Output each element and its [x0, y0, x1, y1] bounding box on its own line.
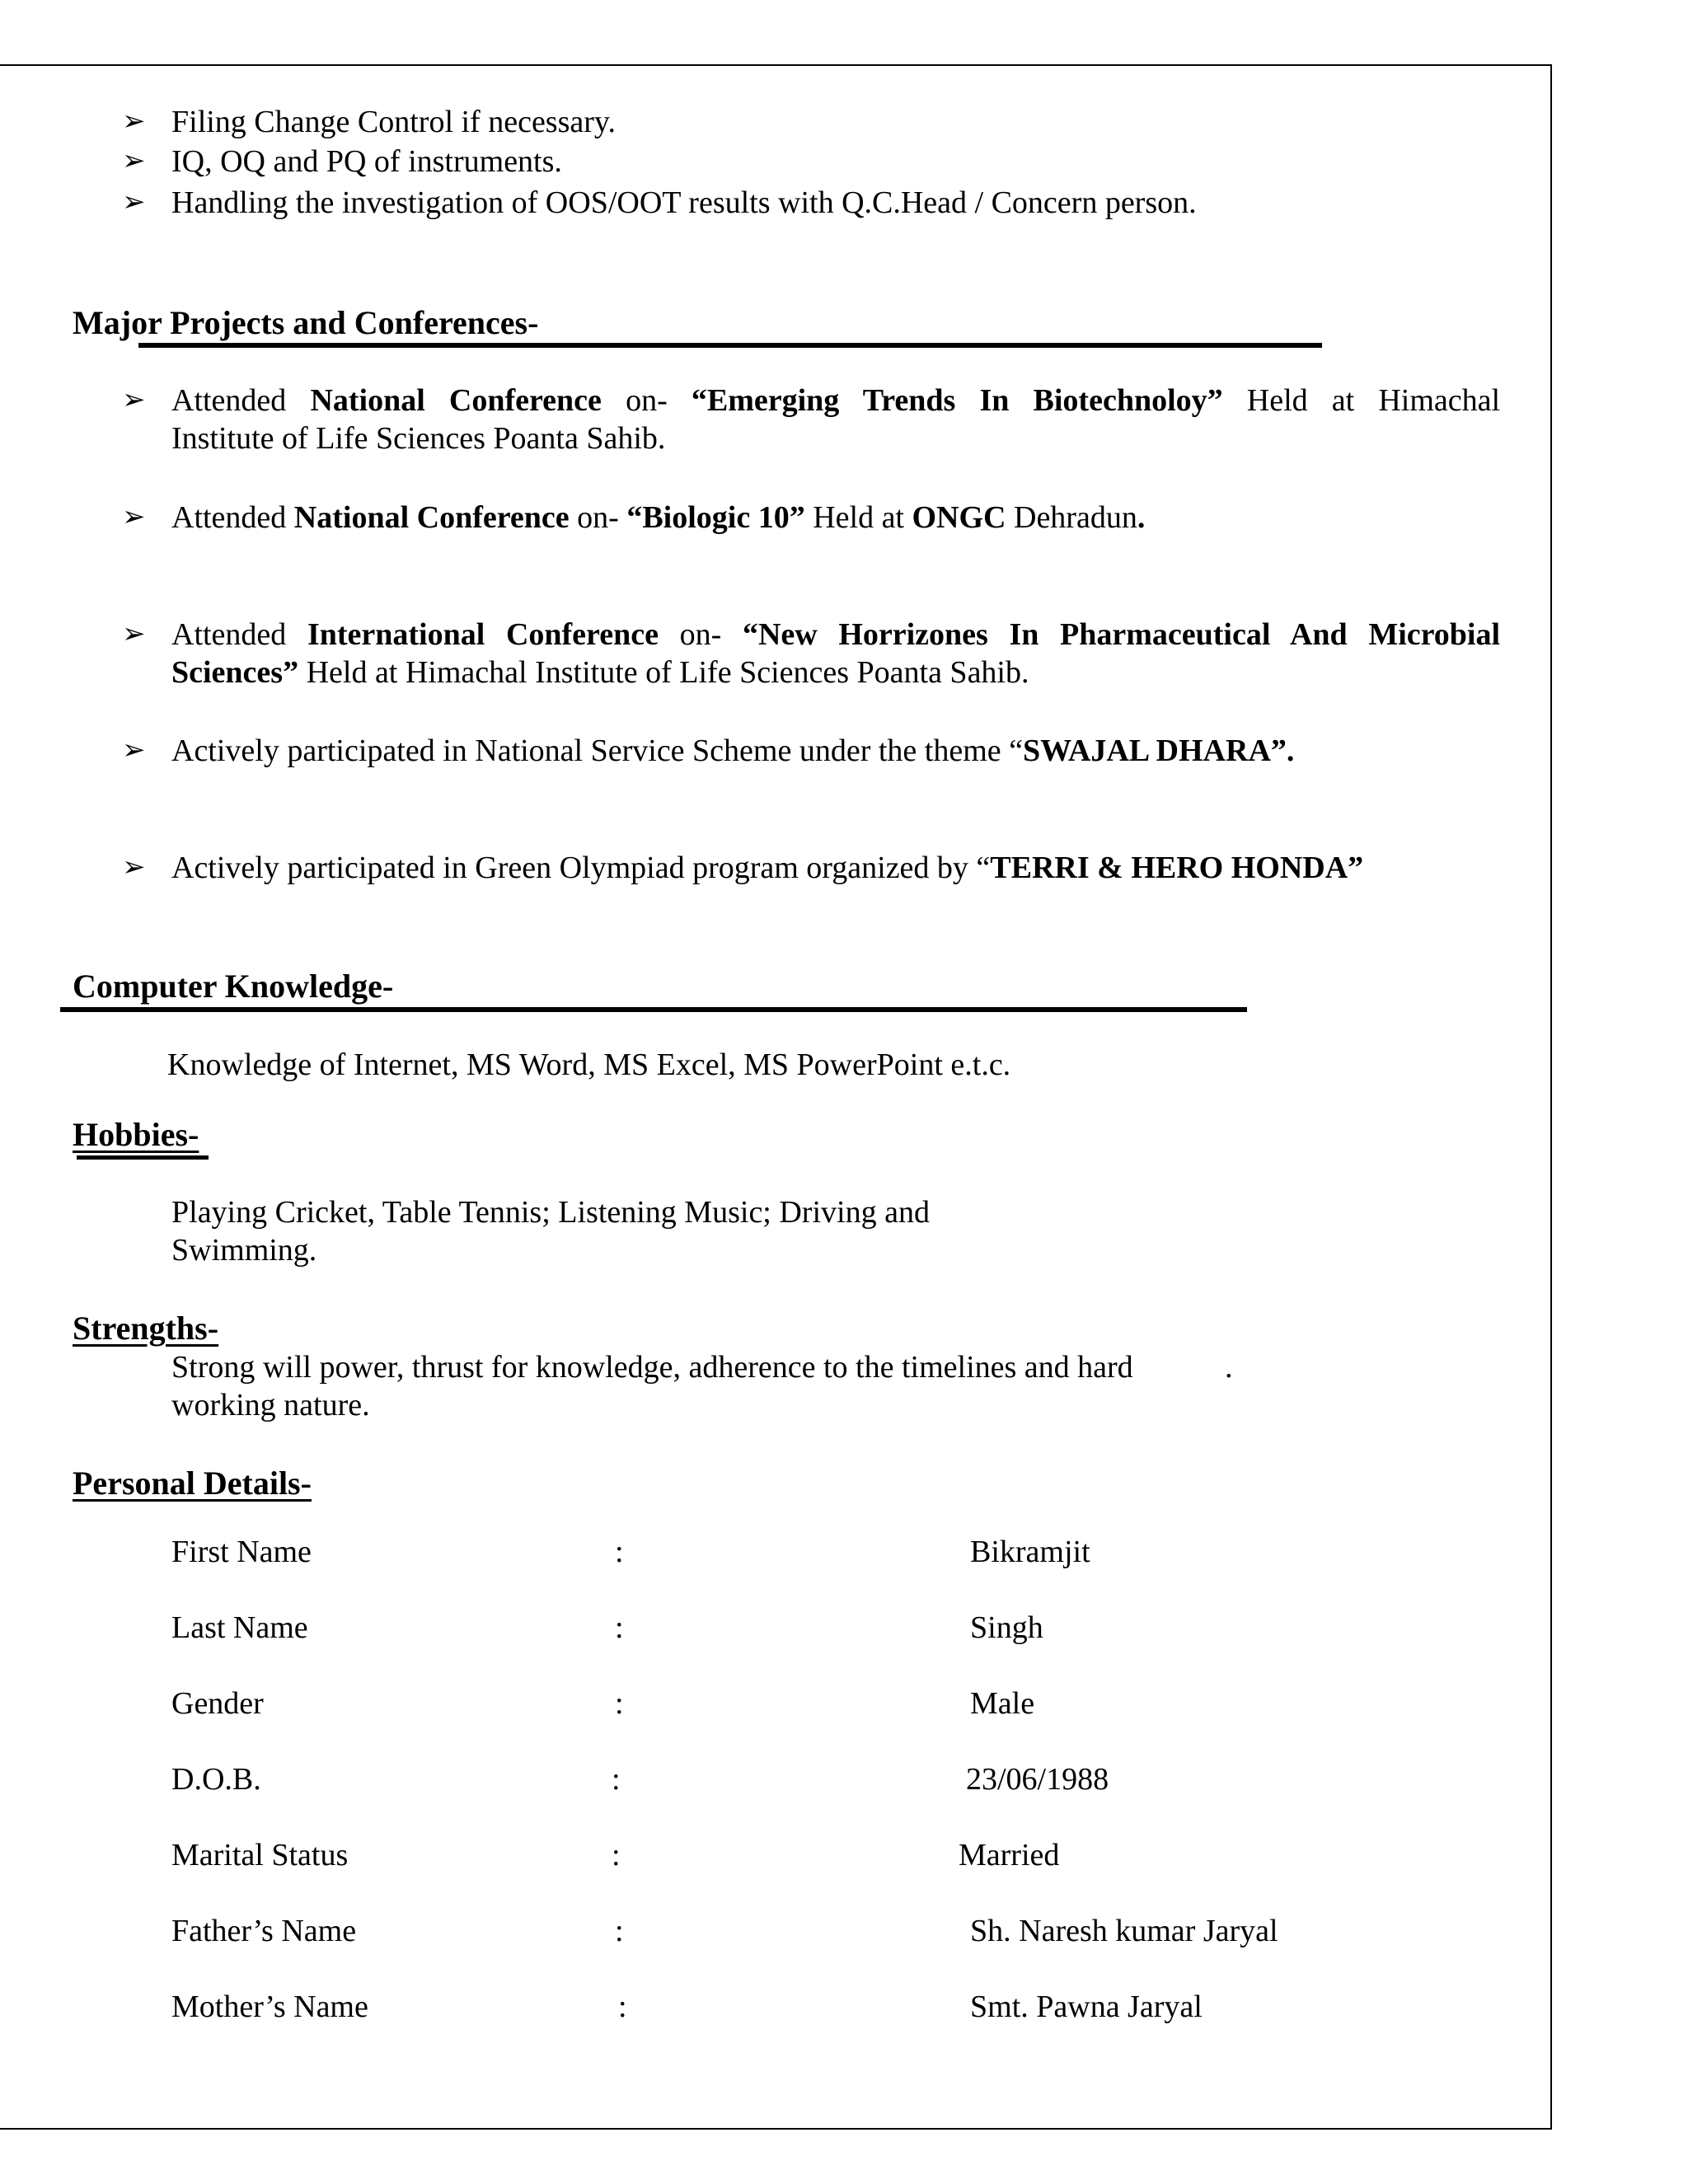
detail-value: Male [970, 1686, 1035, 1721]
heading-rule [77, 1155, 209, 1160]
project-item: Attended International Conference on- “New Horrizones In Pharmaceutical And Microbial [171, 617, 1501, 652]
heading-rule [60, 1007, 1247, 1012]
detail-label: D.O.B. [171, 1762, 261, 1797]
detail-value: Smt. Pawna Jaryal [970, 1990, 1203, 2024]
computer-knowledge-text: Knowledge of Internet, MS Word, MS Excel, MS PowerPoint e.t.c. [167, 1047, 1011, 1082]
detail-value: Married [959, 1838, 1060, 1872]
project-item-cont: Sciences” Held at Himachal Institute of Life Sciences Poanta Sahib. [171, 655, 1029, 690]
project-item: Attended National Conference on- “Emerging Trends In Biotechnoloy” Held at Himachal [171, 383, 1501, 418]
section-heading-projects: Major Projects and Conferences- [73, 304, 539, 341]
page-border [0, 64, 1552, 2130]
detail-separator: : [612, 1762, 621, 1797]
strengths-text: Strong will power, thrust for knowledge, adherence to the timelines and hard [171, 1350, 1133, 1385]
detail-label: Mother’s Name [171, 1990, 368, 2024]
section-heading-hobbies: Hobbies- [73, 1116, 199, 1153]
duty-item: IQ, OQ and PQ of instruments. [171, 144, 562, 179]
project-item: Attended National Conference on- “Biologic 10” Held at ONGC Dehradun. [171, 500, 1146, 535]
arrow-bullet-icon: ➢ [122, 619, 146, 649]
detail-separator: : [612, 1838, 621, 1872]
arrow-bullet-icon: ➢ [122, 385, 146, 415]
detail-value: 23/06/1988 [966, 1762, 1109, 1797]
detail-separator: : [615, 1535, 624, 1569]
heading-rule [138, 343, 1322, 348]
project-item-cont: Institute of Life Sciences Poanta Sahib. [171, 421, 666, 456]
detail-separator: : [615, 1610, 624, 1645]
hobbies-text: Playing Cricket, Table Tennis; Listening Music; Driving and [171, 1195, 930, 1230]
arrow-bullet-icon: ➢ [122, 187, 146, 218]
arrow-bullet-icon: ➢ [122, 502, 146, 532]
section-heading-strengths: Strengths- [73, 1310, 219, 1347]
arrow-bullet-icon: ➢ [122, 852, 146, 883]
duty-item: Handling the investigation of OOS/OOT results with Q.C.Head / Concern person. [171, 185, 1197, 220]
detail-label: Father’s Name [171, 1914, 357, 1948]
strengths-dot: . [1225, 1350, 1233, 1385]
detail-value: Sh. Naresh kumar Jaryal [970, 1914, 1278, 1948]
detail-label: Last Name [171, 1610, 308, 1645]
detail-label: First Name [171, 1535, 312, 1569]
detail-value: Singh [970, 1610, 1043, 1645]
detail-label: Marital Status [171, 1838, 349, 1872]
strengths-text: working nature. [171, 1388, 370, 1422]
detail-separator: : [618, 1990, 627, 2024]
detail-value: Bikramjit [970, 1535, 1090, 1569]
hobbies-text: Swimming. [171, 1233, 317, 1268]
project-item: Actively participated in National Service Scheme under the theme “SWAJAL DHARA”. [171, 733, 1295, 768]
arrow-bullet-icon: ➢ [122, 106, 146, 137]
project-item: Actively participated in Green Olympiad program organized by “TERRI & HERO HONDA” [171, 851, 1364, 885]
section-heading-computer: Computer Knowledge- [73, 968, 394, 1005]
duty-item: Filing Change Control if necessary. [171, 105, 616, 139]
detail-separator: : [615, 1914, 624, 1948]
section-heading-personal: Personal Details- [73, 1465, 312, 1502]
detail-label: Gender [171, 1686, 264, 1721]
arrow-bullet-icon: ➢ [122, 735, 146, 766]
arrow-bullet-icon: ➢ [122, 146, 146, 176]
detail-separator: : [615, 1686, 624, 1721]
